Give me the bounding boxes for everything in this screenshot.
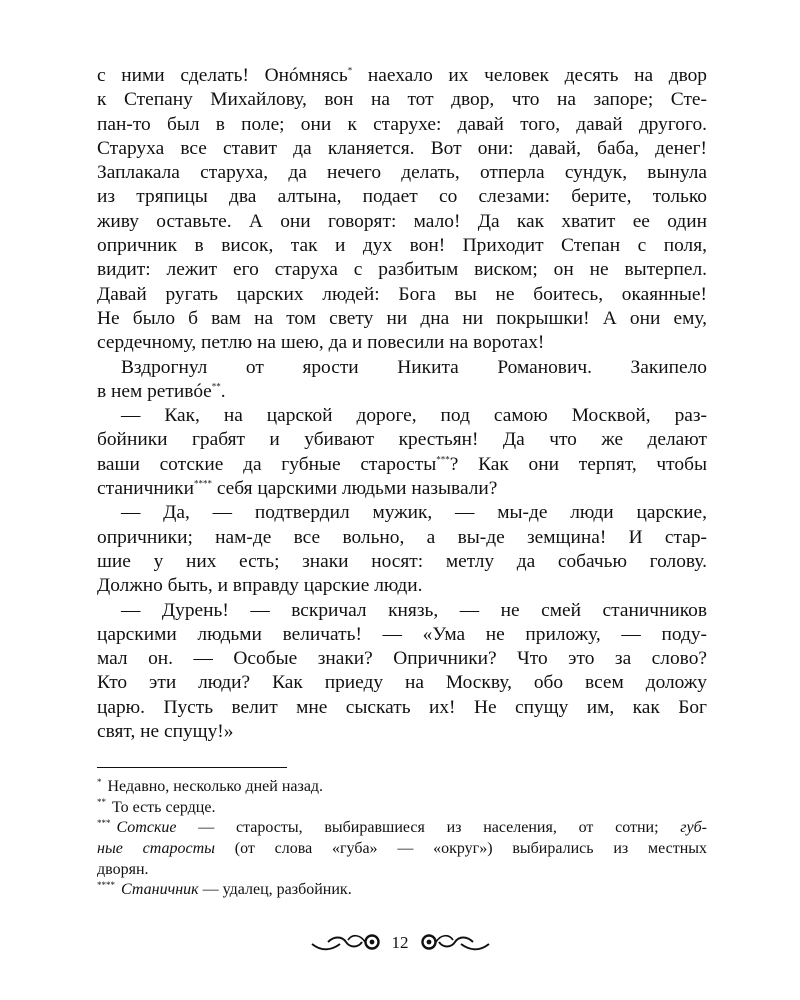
text-line: пан-то был в поле; они к старухе: давай того, давай другого. (97, 113, 707, 135)
text-line: в нем ретивóе**. (97, 380, 226, 402)
text-line: Заплакала старуха, да нечего делать, отперла сундук, вынула (97, 162, 707, 184)
footnotes (97, 777, 707, 901)
text-line: опричник в висок, так и дух вон! Приходит Степан с поля, (97, 235, 707, 257)
text-line: царю. Пусть велит мне сыскать их! Не спущу им, как Бог (97, 696, 707, 718)
text-line: — Как, на царской дороге, под самою Москвой, раз- (121, 405, 707, 427)
text-line: свят, не спущу!» (97, 721, 234, 743)
text-line: Кто эти люди? Как приеду на Москву, обо всем доложу (97, 672, 707, 694)
text-line: Должно быть, и вправду царские люди. (97, 575, 423, 597)
flourish-right-icon (417, 930, 491, 956)
text-line: шие у них есть; знаки носят: метлу да собачью голову. (97, 550, 707, 572)
text-line: Давай ругать царских людей: Бога вы не боитесь, окаянные! (97, 283, 707, 305)
text-line: мал он. — Особые знаки? Опричники? Что это за слово? (97, 648, 707, 670)
text-line: — Дурень! — вскричал князь, — не смей станичников (121, 599, 707, 621)
text-line: станичники**** себя царскими людьми называли? (97, 478, 498, 500)
footnote: ** То есть сердце. (97, 797, 216, 816)
text-line: Вздрогнул от ярости Никита Романович. Закипело (121, 356, 707, 378)
page-footer (0, 928, 800, 958)
text-line: — Да, — подтвердил мужик, — мы-де люди царские, (121, 502, 707, 524)
text-line: царскими людьми величать! — «Ума не приложу, — поду- (97, 623, 707, 645)
text-line: ваши сотские да губные старосты***? Как они терпят, чтобы (97, 453, 707, 475)
footnote-continuation: ные старосты (от слова «губа» — «округ») выбирались из местных (97, 840, 708, 858)
flourish-left-icon (310, 930, 384, 956)
text-line: видит: лежит его старуха с разбитым виском; он не вытерпел. (97, 259, 707, 281)
text-line: опричники; нам-де все вольно, а вы-де земщина! И стар- (97, 526, 707, 548)
text-line: с ними сделать! Онóмнясь* наехало их человек десять на двор (97, 65, 707, 86)
text-line: Старуха все ставит да кланяется. Вот они: давай, баба, денег! (97, 137, 707, 159)
footnote: * Недавно, несколько дней назад. (97, 776, 324, 795)
page-number: 12 (391, 933, 409, 952)
footnote-continuation: дворян. (97, 860, 149, 878)
main-text (97, 64, 707, 744)
text-line: Не было б вам на том свету ни дна ни покрышки! А они ему, (97, 307, 707, 329)
text-line: к Степану Михайлову, вон на тот двор, что на запоре; Сте- (97, 89, 707, 111)
footnote: *** Сотские — старосты, выбиравшиеся из населения, от сотни; губ- (97, 818, 707, 837)
text-line: живу оставьте. А они говорят: мало! Да как хватит ее один (97, 210, 707, 232)
text-line: бойники грабят и убивают крестьян! Да что же делают (97, 429, 707, 451)
footnote: **** Станичник — удалец, разбойник. (97, 880, 352, 899)
text-line: из тряпицы два алтына, подает со слезами: берите, только (97, 186, 707, 208)
footnote-divider (97, 767, 287, 768)
text-line: сердечному, петлю на шею, да и повесили на воротах! (97, 332, 545, 354)
